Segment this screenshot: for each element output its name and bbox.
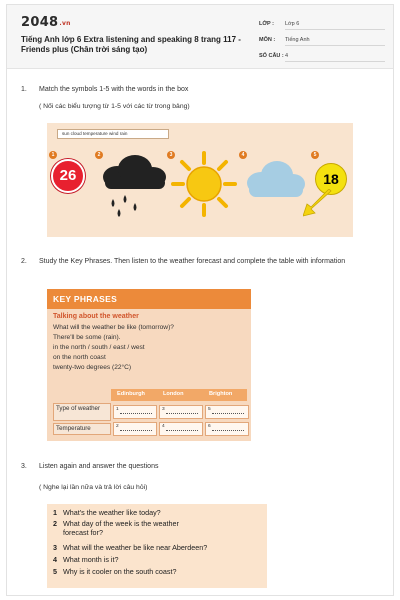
temperature-18-icon: 18	[315, 163, 347, 195]
weather-symbols-image	[47, 123, 353, 237]
table-cell[interactable]: 3	[159, 405, 203, 419]
row-label-weather: Type of weather	[53, 403, 111, 421]
column-edinburgh: Edinburgh	[117, 391, 145, 397]
phrase-4: on the north coast	[53, 354, 106, 361]
table-cell[interactable]: 1	[113, 405, 157, 419]
meta-grade	[259, 17, 385, 31]
question-1	[21, 85, 381, 97]
marker-5: 5	[311, 151, 319, 159]
meta-subject	[259, 33, 385, 47]
sun-icon	[171, 149, 237, 219]
marker-3: 3	[167, 151, 175, 159]
column-brighton: Brighton	[209, 391, 233, 397]
page-header	[7, 5, 393, 69]
document-title: Tiếng Anh lớp 6 Extra listening and speaking 8 trang 117 - Friends plus (Chân trời sáng tạo)	[21, 35, 241, 54]
questions-image: 1 What's the weather like today? 2 What day of the week is the weather forecast for? 3 What will the weather be like near Aberdeen? 4 What month is it? 5 Why is it cooler on the south coast?	[47, 504, 267, 588]
meta-subject-value: Tiếng Anh	[285, 37, 385, 46]
table-cell[interactable]: 5	[205, 405, 249, 419]
key-phrases-header	[47, 289, 251, 309]
marker-4: 4	[239, 151, 247, 159]
column-london: London	[163, 391, 184, 397]
table-cell[interactable]: 6	[205, 422, 249, 436]
meta-grade-label: LỚP :	[259, 21, 274, 27]
question-2	[21, 257, 381, 279]
rain-cloud-icon	[99, 149, 169, 225]
phrase-3: in the north / south / east / west	[53, 344, 145, 351]
phrase-1: What will the weather be like (tomorrow)?	[53, 324, 174, 331]
key-phrases-image	[47, 289, 251, 441]
key-phrases-subtitle: Talking about the weather	[53, 313, 139, 320]
table-cell[interactable]: 4	[159, 422, 203, 436]
meta-count-label: SỐ CÂU :	[259, 53, 284, 59]
table-header-row	[111, 389, 247, 401]
meta-question-count	[259, 49, 385, 63]
meta-subject-label: MÔN :	[259, 37, 276, 43]
question-3-text: Listen again and answer the questions	[39, 463, 159, 470]
weather-table	[51, 389, 247, 439]
question-1-translation: ( Nối các biểu tượng từ 1-5 với các từ trong bảng)	[39, 103, 190, 110]
temperature-26-icon: 26	[51, 159, 85, 193]
wind-arrow-icon	[303, 189, 333, 217]
question-3-translation: ( Nghe lại lần nữa và trả lời câu hỏi)	[39, 484, 148, 491]
question-2-text: Study the Key Phrases. Then listen to the weather forecast and complete the table with information	[39, 258, 346, 265]
table-cell[interactable]: 2	[113, 422, 157, 436]
phrase-5: twenty-two degrees (22°C)	[53, 364, 132, 371]
cloud-icon	[243, 157, 307, 203]
meta-grade-value: Lớp 6	[285, 21, 385, 30]
worksheet	[6, 4, 394, 596]
key-phrases-title: KEY PHRASES	[53, 294, 118, 304]
marker-2: 2	[95, 151, 103, 159]
question-3	[21, 462, 381, 474]
phrase-2: There'll be some (rain).	[53, 334, 121, 341]
question-1-number: 1.	[21, 86, 27, 93]
word-box: sun cloud temperature wind rain	[57, 129, 169, 139]
question-1-text: Match the symbols 1-5 with the words in the box	[39, 86, 189, 93]
question-2-number: 2.	[21, 258, 27, 265]
row-label-temperature: Temperature	[53, 423, 111, 435]
site-logo[interactable]: 2048.vn	[21, 15, 71, 30]
meta-count-value: 4	[285, 53, 385, 62]
marker-1: 1	[49, 151, 57, 159]
question-3-number: 3.	[21, 463, 27, 470]
